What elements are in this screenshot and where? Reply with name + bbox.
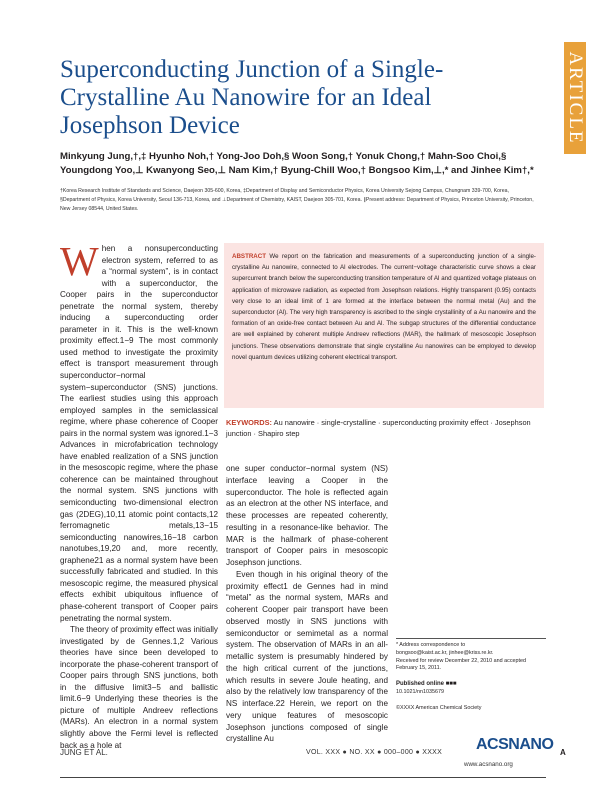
published-online: Published online ■■■ — [396, 681, 457, 688]
body-column-middle — [226, 463, 388, 745]
correspondence-emails[interactable]: bongsoo@kaist.ac.kr, jinhee@kriss.re.kr. — [396, 649, 494, 656]
body-paragraph-3: one super conductor−normal system (NS) interface leaving a Cooper in the superconductor. The hole is reflected again as an electron at the other NS interface, and these processes are repeated coherently, resulting in a resonance-like behavior. The MAR is the hallmark of phase-coherent transport of Cooper pairs in mesoscopic Josephson junctions. — [226, 464, 388, 567]
author-list: Minkyung Jung,†,‡ Hyunho Noh,† Yong-Joo Doh,§ Woon Song,† Yonuk Chong,† Mahn-Soo Choi,§ Youngdong Yoo,⊥ Kwanyong Seo,⊥ Nam Kim,† Byung-Chill Woo,† Bongsoo Kim,⊥,* and Jinhee Kim†,* — [60, 151, 534, 176]
keywords — [226, 418, 544, 439]
footer-divider — [60, 777, 546, 778]
journal-url[interactable]: www.acsnano.org — [464, 761, 513, 768]
footer-authors: JUNG ET AL. — [60, 748, 108, 757]
correspondence-note — [396, 638, 546, 658]
page-number: A — [560, 748, 566, 757]
correspondence-label: * Address correspondence to — [396, 642, 466, 648]
keywords-label: KEYWORDS: — [226, 418, 272, 427]
article-info-sidebar — [396, 638, 546, 721]
abstract — [232, 251, 536, 363]
abstract-box — [224, 243, 544, 408]
journal-logo[interactable]: ACSNANO — [476, 736, 554, 753]
body-paragraph-1: hen a nonsuperconducting electron system, referred to as a “normal system”, is in contact with a superconductor, the Cooper pairs in the superconductor penetrate the normal system, thereby inducing a superconducting order parameter in it. This is the well-known proximity effect.1−9 The most commonly used method to investigate the proximity effect is transport measurement through superconductor−normal system−superconductor (SNS) junctions. The earliest studies using this approach employed samples in the semiclassical regime, where phase coherence of Cooper pairs in the normal system was ignored.1−3 Advances in microfabrication technology have enabled realization of a SNS junction in the mesoscopic regime, where the phase coherence can be maintained throughout the normal system. SNS junctions with semiconducting two-dimensional electron gas (2DEG),10,11 atomic point contacts,12 ferromagnetic metals,13−15 semiconducting nanowires,16−18 carbon nanotubes,19,20 and, more recently, graphene21 as a normal system have been successfully fabricated and studied. In this mesoscopic regime, the measured physical effects exhibit ubiquitous influence of phase-coherent transport of Cooper pairs penetrating the normal system. — [60, 244, 218, 623]
body-column-left — [60, 238, 218, 751]
body-paragraph-4: Even though in his original theory of the proximity effect1 de Gennes had in mind “metal” as the normal system, MARs and coherent Cooper pair transport have been observed mostly in SNS junctions with semiconductor or semimetal as a normal system. The observation of MARs in an all-metallic system is presumably hindered by the high critical current of the junctions, which results in severe Joule heating, and also by the relatively low transparency of the NS interface.22 Herein, we report on the very unique features of mesoscopic Josephson junctions composed of single crystalline Au — [226, 569, 388, 744]
footer-volume: VOL. XXX ● NO. XX ● 000–000 ● XXXX — [306, 749, 443, 756]
affiliations: †Korea Research Institute of Standards and Science, Daejeon 305-600, Korea, ‡Department of Display and Semiconductor Physics, Korea University Sejong Campus, Chungnam 339-700, Korea, §Department of Physics, Korea University, Seoul 136-713, Korea, and ⊥Department of Chemistry, KAIST, Daejeon 305-701, Korea. ∥Present address: Department of Physics, Princeton University, Princeton, New Jersey 08544, United States. — [60, 188, 534, 212]
publication-info — [396, 681, 546, 697]
keywords-text: Au nanowire · single-crystalline · superconducting proximity effect · Josephson junction · Shapiro step — [226, 418, 531, 438]
abstract-label: ABSTRACT — [232, 253, 267, 260]
doi[interactable]: 10.1021/nn1035679 — [396, 688, 444, 695]
section-tab-label: ARTICLE — [565, 51, 586, 145]
drop-cap: W — [60, 238, 99, 284]
body-paragraph-2: The theory of proximity effect was initially investigated by de Gennes.1,2 Various theories have since been developed to incorporate the phase-coherent transport of Cooper pairs through SNS junctions, both in the diffusive limit3−5 and ballistic limit.6−9 Underlying these theories is the picture of multiple Andreev reflections (MARs). An electron in a normal system slightly above the Fermi level is reflected back as a hole at — [60, 625, 218, 750]
section-tab — [564, 42, 586, 154]
copyright: ©XXXX American Chemical Society — [396, 704, 482, 711]
article-title: Superconducting Junction of a Single-Crystalline Au Nanowire for an Ideal Josephson Device — [60, 56, 444, 139]
abstract-text: We report on the fabrication and measurements of a superconducting junction of a single-crystalline Au nanowire, connected to Al electrodes. The current−voltage characteristic curve shows a clear supercurrent branch below the superconducting transition temperature of Al and quantized voltage plateaus on application of microwave radiation, as expected from Josephson relations. Highly transparent (0.95) contacts very close to an ideal limit of 1 are formed at the interface between the normal metal (Au) and the superconductor (Al). The very high transparency is ascribed to the single crystallinity of a Au nanowire and the formation of an oxide-free contact between Au and Al. The subgap structures of the differential conductance are well explained by coherent multiple Andreev reflections (MAR), the hallmark of mesoscopic Josephson junctions. These observations demonstrate that single crystalline Au nanowires can be employed to develop novel quantum devices utilizing coherent electrical transport. — [232, 253, 536, 361]
received-date: Received for review December 22, 2010 and accepted February 15, 2011. — [396, 657, 527, 672]
